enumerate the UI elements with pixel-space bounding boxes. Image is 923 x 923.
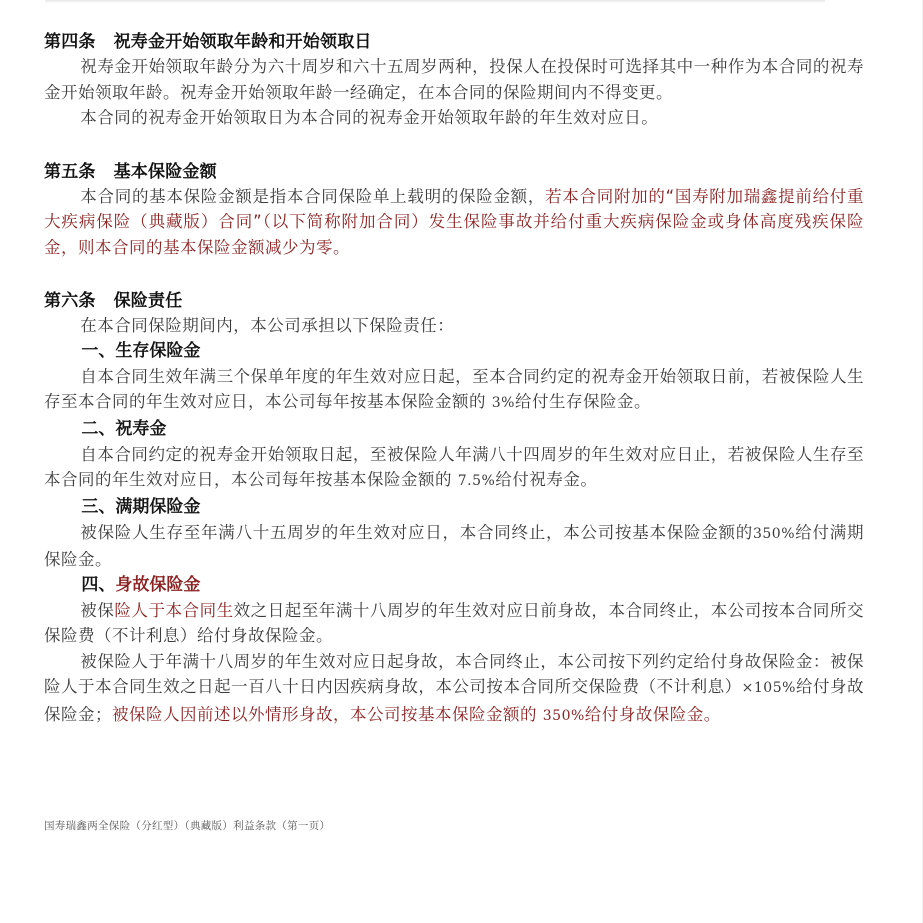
longevity-benefit-text xyxy=(44,442,864,495)
death-benefit-heading-prefix: 四、 xyxy=(81,574,116,595)
article-6-number: 第六条 xyxy=(44,291,96,311)
article-5-paragraph xyxy=(44,184,864,261)
article-5-number: 第五条 xyxy=(44,161,96,182)
article-5-text: 本合同的基本保险金额是指本合同保险单上载明的保险金额， xyxy=(80,186,546,206)
article-6-title xyxy=(44,289,864,313)
article-5-highlighted-text: 若本合同附加的“国寿附加瑞鑫提前给付重大疾病保险（典藏版）合同”（以下简称附加合同）发生保险事故并给付重大疾病保险金或身体高度残疾保险金，则本合同的基本保险金额减少为零。 xyxy=(44,186,864,257)
death-benefit-p2-b: 给付身故保险金； xyxy=(44,677,865,724)
spacer xyxy=(44,131,864,160)
article-4-heading: 祝寿金开始领取年龄和开始领取日 xyxy=(113,32,372,52)
death-benefit-p2-highlight-a: 被保险人因前述以外情形身故，本公司按基本保险金额的 xyxy=(112,704,543,724)
maturity-benefit-heading: 三、满期保险金 xyxy=(81,496,201,517)
death-benefit-p1-a: 被保 xyxy=(80,600,115,620)
longevity-benefit-text-a: 自本合同约定的祝寿金开始领取日起，至被保险人年满八十四周岁的年生效对应日止，若被保险人生存至本合同的年生效对应日，本公司每年按基本保险金额的 xyxy=(44,444,864,489)
article-5-title xyxy=(44,160,864,184)
death-benefit-p1-highlight: 险人于本合同生 xyxy=(114,600,234,620)
spacer xyxy=(44,260,864,289)
article-4-paragraph-1: 祝寿金开始领取年龄分为六十周岁和六十五周岁两种，投保人在投保时可选择其中一种作为本合同的祝寿金开始领取年龄。祝寿金开始领取年龄一经确定，在本合同的保险期间内不得变更。 xyxy=(44,57,864,102)
death-benefit-p1-b: 效之日起至年满十八周岁的年生效对应日前身故，本合同终止，本公司按本合同所交保险费（不计利息）给付身故保险金。 xyxy=(44,600,865,645)
death-benefit-paragraph-1 xyxy=(44,598,864,649)
maturity-benefit-text-b: 给付满期保险金。 xyxy=(44,522,865,569)
maturity-benefit-rate: 350% xyxy=(752,525,796,542)
death-benefit-p2-highlight-b: 给付身故保险金。 xyxy=(584,704,721,724)
longevity-benefit-text-b: 给付祝寿金。 xyxy=(495,470,598,489)
previous-page-text-remnant xyxy=(45,0,825,3)
maturity-benefit-text xyxy=(44,520,864,573)
survival-benefit-text-b: 给付生存保险金。 xyxy=(514,392,651,411)
death-benefit-heading-highlight: 身故保险金 xyxy=(115,574,201,595)
page-footer: 国寿瑞鑫两全保险（分红型）（典藏版）利益条款（第一页） xyxy=(44,820,331,832)
article-6 xyxy=(44,289,864,729)
maturity-benefit-text-a: 被保险人生存至年满八十五周岁的年生效对应日，本合同终止，本公司按基本保险金额的 xyxy=(80,522,753,542)
article-4-title xyxy=(44,30,864,54)
survival-benefit-heading: 一、生存保险金 xyxy=(81,340,201,361)
death-benefit-heading xyxy=(44,573,864,598)
survival-benefit-text xyxy=(44,364,864,417)
article-5-heading: 基本保险金额 xyxy=(113,161,217,182)
death-benefit-p2-highlight-rate: 350% xyxy=(542,707,585,724)
article-5 xyxy=(44,160,864,261)
longevity-benefit-heading: 二、祝寿金 xyxy=(81,418,167,439)
article-4-paragraph-2: 本合同的祝寿金开始领取日为本合同的祝寿金开始领取年龄的年生效对应日。 xyxy=(80,108,659,127)
article-4 xyxy=(44,30,864,131)
article-4-number: 第四条 xyxy=(44,32,96,52)
death-benefit-paragraph-2 xyxy=(44,649,864,730)
longevity-benefit-rate: 7.5% xyxy=(457,473,496,489)
article-6-heading: 保险责任 xyxy=(113,291,183,311)
death-benefit-p2-rate: ×105% xyxy=(741,680,796,696)
article-6-intro: 在本合同保险期间内，本公司承担以下保险责任： xyxy=(80,316,455,335)
death-benefit-p2-a: 被保险人于年满十八周岁的年生效对应日起身故，本合同终止，本公司按下列约定给付身故保险金：被保险人于本合同生效之日起一百八十日内因疾病身故，本公司按本合同所交保险费（不计利息） xyxy=(44,651,864,696)
survival-benefit-text-a: 自本合同生效年满三个保单年度的年生效对应日起，至本合同约定的祝寿金开始领取日前，若被保险人生存至本合同的年生效对应日，本公司每年按基本保险金额的 xyxy=(44,366,864,411)
survival-benefit-rate: 3% xyxy=(491,395,515,411)
document-page xyxy=(44,30,864,729)
